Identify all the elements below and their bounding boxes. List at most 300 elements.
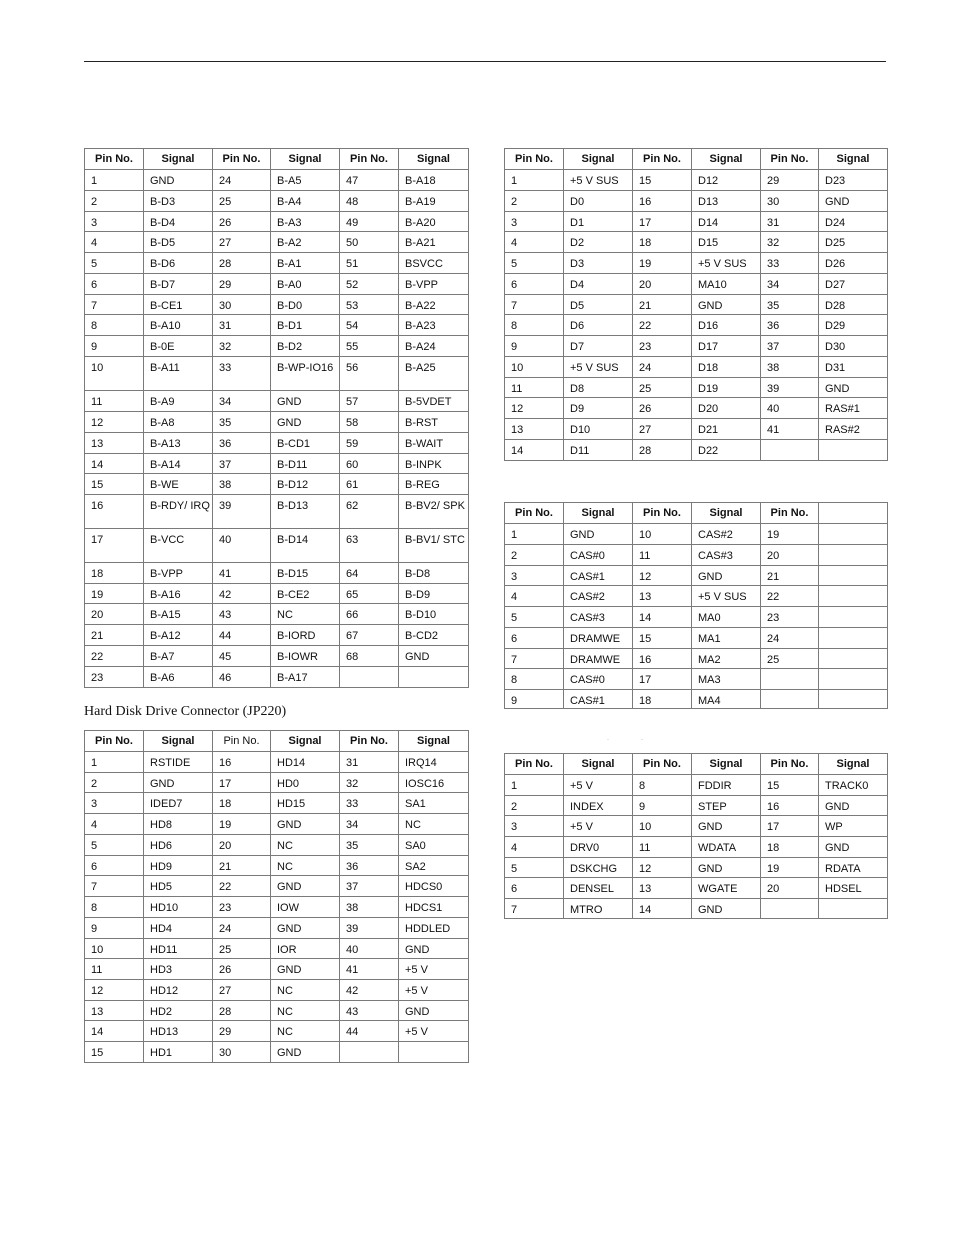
- pin-number-cell: 27: [213, 232, 271, 253]
- table-row: [85, 959, 469, 980]
- table-row: [85, 667, 469, 688]
- signal-cell: B-VPP: [144, 563, 213, 584]
- pin-number-cell: 47: [340, 170, 399, 191]
- signal-cell: GND: [271, 412, 340, 433]
- signal-cell: B-REG: [399, 474, 469, 495]
- signal-cell: B-A24: [399, 336, 469, 357]
- signal-cell: D13: [692, 191, 761, 212]
- signal-cell: B-CD1: [271, 433, 340, 454]
- signal-cell: +5 V: [564, 775, 633, 796]
- signal-cell: B-WE: [144, 474, 213, 495]
- pin-number-cell: 67: [340, 625, 399, 646]
- signal-cell: D3: [564, 253, 633, 274]
- pin-number-cell: 16: [633, 191, 692, 212]
- pin-number-cell: 61: [340, 474, 399, 495]
- pin-number-cell: 6: [85, 856, 144, 876]
- signal-cell: STEP: [692, 796, 761, 816]
- pin-number-cell: 9: [505, 336, 564, 357]
- signal-cell: D30: [819, 336, 888, 357]
- signal-cell: CAS#3: [692, 545, 761, 566]
- col-header-pin: Pin No.: [505, 754, 564, 775]
- signal-cell: [399, 667, 469, 688]
- hdd-connector-caption: Hard Disk Drive Connector (JP220): [84, 704, 287, 719]
- pin-number-cell: 40: [340, 939, 399, 959]
- signal-cell: HD0: [271, 773, 340, 793]
- pin-table-fdd: [504, 753, 888, 919]
- pin-number-cell: 2: [505, 191, 564, 212]
- col-header-pin: Pin No.: [340, 731, 399, 752]
- signal-cell: [399, 1042, 469, 1063]
- pin-number-cell: 3: [505, 816, 564, 837]
- signal-cell: D23: [819, 170, 888, 191]
- pin-number-cell: 19: [761, 858, 819, 878]
- table-row: [85, 625, 469, 646]
- signal-cell: GND: [271, 918, 340, 939]
- pin-number-cell: 2: [505, 796, 564, 816]
- pin-number-cell: 19: [761, 524, 819, 545]
- pin-number-cell: 36: [340, 856, 399, 876]
- signal-cell: B-VPP: [399, 274, 469, 295]
- pin-number-cell: 13: [85, 1001, 144, 1021]
- table-row: [85, 752, 469, 773]
- pin-number-cell: 26: [213, 959, 271, 980]
- table-row: [505, 837, 888, 858]
- signal-cell: B-D9: [399, 584, 469, 604]
- signal-cell: GND: [271, 1042, 340, 1063]
- signal-cell: RDATA: [819, 858, 888, 878]
- signal-cell: TRACK0: [819, 775, 888, 796]
- pin-number-cell: 51: [340, 253, 399, 274]
- table-row: [505, 232, 888, 253]
- signal-cell: B-WP-IO16: [271, 357, 340, 391]
- table-row: [505, 336, 888, 357]
- signal-cell: RAS#1: [819, 398, 888, 419]
- signal-cell: B-INPK: [399, 454, 469, 474]
- col-header-pin: Pin No.: [633, 503, 692, 524]
- signal-cell: D14: [692, 212, 761, 232]
- table-row: [505, 212, 888, 232]
- signal-cell: GND: [692, 295, 761, 315]
- pin-number-cell: [761, 440, 819, 461]
- pin-number-cell: 22: [761, 586, 819, 607]
- signal-cell: D6: [564, 315, 633, 336]
- pin-number-cell: 20: [761, 545, 819, 566]
- signal-cell: HD14: [271, 752, 340, 773]
- pin-number-cell: 22: [633, 315, 692, 336]
- signal-cell: CAS#1: [564, 566, 633, 586]
- signal-cell: D9: [564, 398, 633, 419]
- table-row: [505, 357, 888, 378]
- signal-cell: B-A9: [144, 391, 213, 412]
- signal-cell: D21: [692, 419, 761, 440]
- pin-number-cell: 40: [213, 529, 271, 563]
- pin-number-cell: 23: [213, 897, 271, 918]
- pin-number-cell: 32: [340, 773, 399, 793]
- pin-number-cell: 25: [213, 939, 271, 959]
- pin-number-cell: 41: [213, 563, 271, 584]
- pin-number-cell: 43: [340, 1001, 399, 1021]
- table-row: [505, 378, 888, 398]
- pin-number-cell: 11: [505, 378, 564, 398]
- signal-cell: DRAMWE: [564, 628, 633, 649]
- pin-number-cell: 66: [340, 604, 399, 625]
- pin-number-cell: 65: [340, 584, 399, 604]
- pin-number-cell: 9: [85, 918, 144, 939]
- pin-number-cell: 12: [505, 398, 564, 419]
- col-header-signal: Signal: [399, 149, 469, 170]
- signal-cell: B-D6: [144, 253, 213, 274]
- pin-number-cell: 40: [761, 398, 819, 419]
- pin-number-cell: 2: [85, 191, 144, 212]
- signal-cell: HD13: [144, 1021, 213, 1042]
- signal-cell: D11: [564, 440, 633, 461]
- pin-number-cell: 14: [85, 454, 144, 474]
- col-header-signal: Signal: [692, 754, 761, 775]
- col-header-pin: Pin No.: [340, 149, 399, 170]
- pin-number-cell: 32: [761, 232, 819, 253]
- col-header-signal: Signal: [144, 149, 213, 170]
- table-row: [85, 876, 469, 897]
- signal-cell: CAS#0: [564, 545, 633, 566]
- signal-cell: HD5: [144, 876, 213, 897]
- signal-cell: B-WAIT: [399, 433, 469, 454]
- signal-cell: D7: [564, 336, 633, 357]
- signal-cell: B-IORD: [271, 625, 340, 646]
- signal-cell: GND: [144, 170, 213, 191]
- pin-number-cell: 4: [85, 814, 144, 835]
- table-row: [505, 545, 888, 566]
- pin-number-cell: 5: [505, 607, 564, 628]
- col-header-signal: Signal: [564, 503, 633, 524]
- table-row: [505, 775, 888, 796]
- tick-mark: ·: [641, 737, 643, 743]
- signal-cell: B-A22: [399, 295, 469, 315]
- signal-cell: B-A25: [399, 357, 469, 391]
- signal-cell: WP: [819, 816, 888, 837]
- col-header-pin: Pin No.: [213, 149, 271, 170]
- tick-mark: ·: [607, 737, 609, 743]
- pin-number-cell: 31: [340, 752, 399, 773]
- signal-cell: B-A15: [144, 604, 213, 625]
- pin-number-cell: 2: [505, 545, 564, 566]
- pin-number-cell: 3: [505, 566, 564, 586]
- signal-cell: D1: [564, 212, 633, 232]
- pin-number-cell: 26: [633, 398, 692, 419]
- table-row: [85, 529, 469, 563]
- signal-cell: GND: [399, 1001, 469, 1021]
- signal-cell: WGATE: [692, 878, 761, 899]
- pin-number-cell: 17: [761, 816, 819, 837]
- signal-cell: D27: [819, 274, 888, 295]
- pin-number-cell: 12: [85, 980, 144, 1001]
- pin-number-cell: 6: [505, 274, 564, 295]
- pin-number-cell: 5: [85, 835, 144, 856]
- col-header-signal: Signal: [819, 754, 888, 775]
- pin-number-cell: 57: [340, 391, 399, 412]
- pin-number-cell: 50: [340, 232, 399, 253]
- pin-number-cell: 37: [340, 876, 399, 897]
- signal-cell: IRQ14: [399, 752, 469, 773]
- pin-number-cell: 15: [633, 170, 692, 191]
- signal-cell: HD6: [144, 835, 213, 856]
- signal-cell: B-BV1/ STC: [399, 529, 469, 563]
- signal-cell: CAS#1: [564, 690, 633, 709]
- signal-cell: D2: [564, 232, 633, 253]
- pin-number-cell: 11: [85, 391, 144, 412]
- table-row: [85, 232, 469, 253]
- table-row: [85, 835, 469, 856]
- signal-cell: NC: [399, 814, 469, 835]
- col-header-pin: Pin No.: [505, 503, 564, 524]
- pin-number-cell: 38: [213, 474, 271, 495]
- signal-cell: +5 V SUS: [692, 253, 761, 274]
- col-header-signal: Signal: [692, 149, 761, 170]
- col-header-pin: Pin No.: [761, 754, 819, 775]
- col-header-pin-alt: Pin No.: [213, 731, 271, 752]
- signal-cell: B-A21: [399, 232, 469, 253]
- signal-cell: HD12: [144, 980, 213, 1001]
- pin-number-cell: 11: [85, 959, 144, 980]
- pin-number-cell: 17: [633, 669, 692, 690]
- signal-cell: +5 V: [399, 1021, 469, 1042]
- signal-cell: B-D12: [271, 474, 340, 495]
- pin-number-cell: 37: [213, 454, 271, 474]
- pin-number-cell: 53: [340, 295, 399, 315]
- table-row: [505, 566, 888, 586]
- pin-number-cell: 6: [505, 628, 564, 649]
- pin-number-cell: 11: [633, 545, 692, 566]
- signal-cell: B-A4: [271, 191, 340, 212]
- signal-cell: IOSC16: [399, 773, 469, 793]
- signal-cell: WDATA: [692, 837, 761, 858]
- table-row: [505, 816, 888, 837]
- pin-number-cell: 37: [761, 336, 819, 357]
- pin-number-cell: 24: [213, 918, 271, 939]
- pin-number-cell: 21: [85, 625, 144, 646]
- table-row: [85, 274, 469, 295]
- signal-cell: GND: [399, 646, 469, 667]
- signal-cell: NC: [271, 856, 340, 876]
- pin-number-cell: 15: [761, 775, 819, 796]
- signal-cell: GND: [144, 773, 213, 793]
- signal-cell: GND: [692, 816, 761, 837]
- pin-number-cell: 20: [761, 878, 819, 899]
- pin-number-cell: 44: [213, 625, 271, 646]
- signal-cell: CAS#2: [564, 586, 633, 607]
- pin-number-cell: 39: [213, 495, 271, 529]
- signal-cell: B-RST: [399, 412, 469, 433]
- signal-cell: HD1: [144, 1042, 213, 1063]
- table-row: [85, 454, 469, 474]
- pin-number-cell: 3: [505, 212, 564, 232]
- signal-cell: NC: [271, 835, 340, 856]
- pin-number-cell: 13: [633, 878, 692, 899]
- signal-cell: D5: [564, 295, 633, 315]
- signal-cell: D8: [564, 378, 633, 398]
- signal-cell: B-A23: [399, 315, 469, 336]
- signal-cell: RAS#2: [819, 419, 888, 440]
- pin-number-cell: 10: [633, 524, 692, 545]
- signal-cell: MA10: [692, 274, 761, 295]
- table-row: [85, 212, 469, 232]
- pin-number-cell: 7: [505, 649, 564, 669]
- signal-cell: B-CE1: [144, 295, 213, 315]
- pin-number-cell: 29: [213, 274, 271, 295]
- signal-cell: B-IOWR: [271, 646, 340, 667]
- signal-cell: [819, 690, 888, 709]
- signal-cell: B-D4: [144, 212, 213, 232]
- pin-number-cell: 22: [85, 646, 144, 667]
- signal-cell: B-A6: [144, 667, 213, 688]
- pin-number-cell: 48: [340, 191, 399, 212]
- signal-cell: D20: [692, 398, 761, 419]
- pin-number-cell: 30: [213, 1042, 271, 1063]
- signal-cell: B-A14: [144, 454, 213, 474]
- pin-number-cell: 3: [85, 793, 144, 814]
- pin-number-cell: 18: [633, 690, 692, 709]
- signal-cell: DSKCHG: [564, 858, 633, 878]
- signal-cell: GND: [271, 959, 340, 980]
- pin-number-cell: 49: [340, 212, 399, 232]
- signal-cell: B-D5: [144, 232, 213, 253]
- pin-number-cell: 24: [213, 170, 271, 191]
- signal-cell: B-A3: [271, 212, 340, 232]
- pin-number-cell: 11: [633, 837, 692, 858]
- pin-number-cell: 54: [340, 315, 399, 336]
- pin-number-cell: 13: [85, 433, 144, 454]
- pin-number-cell: 28: [633, 440, 692, 461]
- pin-number-cell: 10: [633, 816, 692, 837]
- pin-number-cell: 12: [633, 566, 692, 586]
- signal-cell: MA4: [692, 690, 761, 709]
- pin-number-cell: 9: [85, 336, 144, 357]
- pin-number-cell: 35: [340, 835, 399, 856]
- pin-number-cell: 9: [633, 796, 692, 816]
- pin-number-cell: 34: [213, 391, 271, 412]
- pin-number-cell: 38: [340, 897, 399, 918]
- pin-number-cell: 33: [761, 253, 819, 274]
- pin-number-cell: 25: [213, 191, 271, 212]
- signal-cell: HD10: [144, 897, 213, 918]
- pin-number-cell: [340, 667, 399, 688]
- signal-cell: B-A17: [271, 667, 340, 688]
- table-row: [505, 295, 888, 315]
- pin-number-cell: 27: [213, 980, 271, 1001]
- table-row: [505, 253, 888, 274]
- signal-cell: B-A13: [144, 433, 213, 454]
- table-row: [85, 584, 469, 604]
- pin-number-cell: 14: [505, 440, 564, 461]
- signal-cell: B-A5: [271, 170, 340, 191]
- pin-number-cell: 33: [340, 793, 399, 814]
- pin-number-cell: 21: [633, 295, 692, 315]
- col-header-signal: Signal: [692, 503, 761, 524]
- signal-cell: HD2: [144, 1001, 213, 1021]
- pin-number-cell: 16: [633, 649, 692, 669]
- pin-number-cell: 31: [761, 212, 819, 232]
- pin-number-cell: 8: [85, 897, 144, 918]
- pin-number-cell: 41: [761, 419, 819, 440]
- col-header-signal: Signal: [144, 731, 213, 752]
- pin-number-cell: 68: [340, 646, 399, 667]
- pin-number-cell: 6: [85, 274, 144, 295]
- signal-cell: B-A0: [271, 274, 340, 295]
- signal-cell: B-CD2: [399, 625, 469, 646]
- table-row: [85, 253, 469, 274]
- pin-number-cell: 13: [505, 419, 564, 440]
- pin-number-cell: 1: [505, 775, 564, 796]
- pin-number-cell: 31: [213, 315, 271, 336]
- signal-cell: MA2: [692, 649, 761, 669]
- signal-cell: HD3: [144, 959, 213, 980]
- pin-number-cell: 58: [340, 412, 399, 433]
- pin-number-cell: 13: [633, 586, 692, 607]
- signal-cell: B-RDY/ IRQ: [144, 495, 213, 529]
- pin-number-cell: 8: [633, 775, 692, 796]
- signal-cell: D12: [692, 170, 761, 191]
- col-header-pin: Pin No.: [761, 503, 819, 524]
- table-row: [505, 899, 888, 919]
- pin-number-cell: 36: [213, 433, 271, 454]
- signal-cell: MA0: [692, 607, 761, 628]
- table-row: [85, 433, 469, 454]
- pin-number-cell: 22: [213, 876, 271, 897]
- signal-cell: NC: [271, 980, 340, 1001]
- pin-number-cell: 16: [85, 495, 144, 529]
- pin-number-cell: 44: [340, 1021, 399, 1042]
- signal-cell: [819, 586, 888, 607]
- table-row: [505, 586, 888, 607]
- pin-number-cell: 25: [761, 649, 819, 669]
- table-row: [505, 419, 888, 440]
- table-row: [85, 357, 469, 391]
- signal-cell: GND: [271, 391, 340, 412]
- table-row: [505, 690, 888, 709]
- pin-number-cell: 59: [340, 433, 399, 454]
- signal-cell: D25: [819, 232, 888, 253]
- table-row: [85, 939, 469, 959]
- pin-number-cell: 30: [761, 191, 819, 212]
- signal-cell: D4: [564, 274, 633, 295]
- pin-table-hdd: [84, 730, 469, 1063]
- pin-number-cell: 35: [761, 295, 819, 315]
- col-header-signal: Signal: [564, 149, 633, 170]
- pin-number-cell: 5: [505, 253, 564, 274]
- signal-cell: IDED7: [144, 793, 213, 814]
- signal-cell: DENSEL: [564, 878, 633, 899]
- signal-cell: +5 V SUS: [564, 170, 633, 191]
- signal-cell: HDCS1: [399, 897, 469, 918]
- pin-number-cell: 7: [85, 876, 144, 897]
- signal-cell: RSTIDE: [144, 752, 213, 773]
- pin-table-a: [84, 148, 469, 688]
- signal-cell: HDCS0: [399, 876, 469, 897]
- pin-number-cell: 62: [340, 495, 399, 529]
- pin-number-cell: 14: [85, 1021, 144, 1042]
- pin-number-cell: 7: [505, 295, 564, 315]
- signal-cell: B-A2: [271, 232, 340, 253]
- pin-number-cell: 10: [85, 939, 144, 959]
- signal-cell: IOW: [271, 897, 340, 918]
- table-row: [85, 646, 469, 667]
- signal-cell: MA1: [692, 628, 761, 649]
- table-row: [505, 440, 888, 461]
- col-header-signal-blank: [819, 503, 888, 524]
- signal-cell: +5 V: [399, 959, 469, 980]
- table-row: [85, 170, 469, 191]
- pin-number-cell: 25: [633, 378, 692, 398]
- col-header-pin: Pin No.: [85, 149, 144, 170]
